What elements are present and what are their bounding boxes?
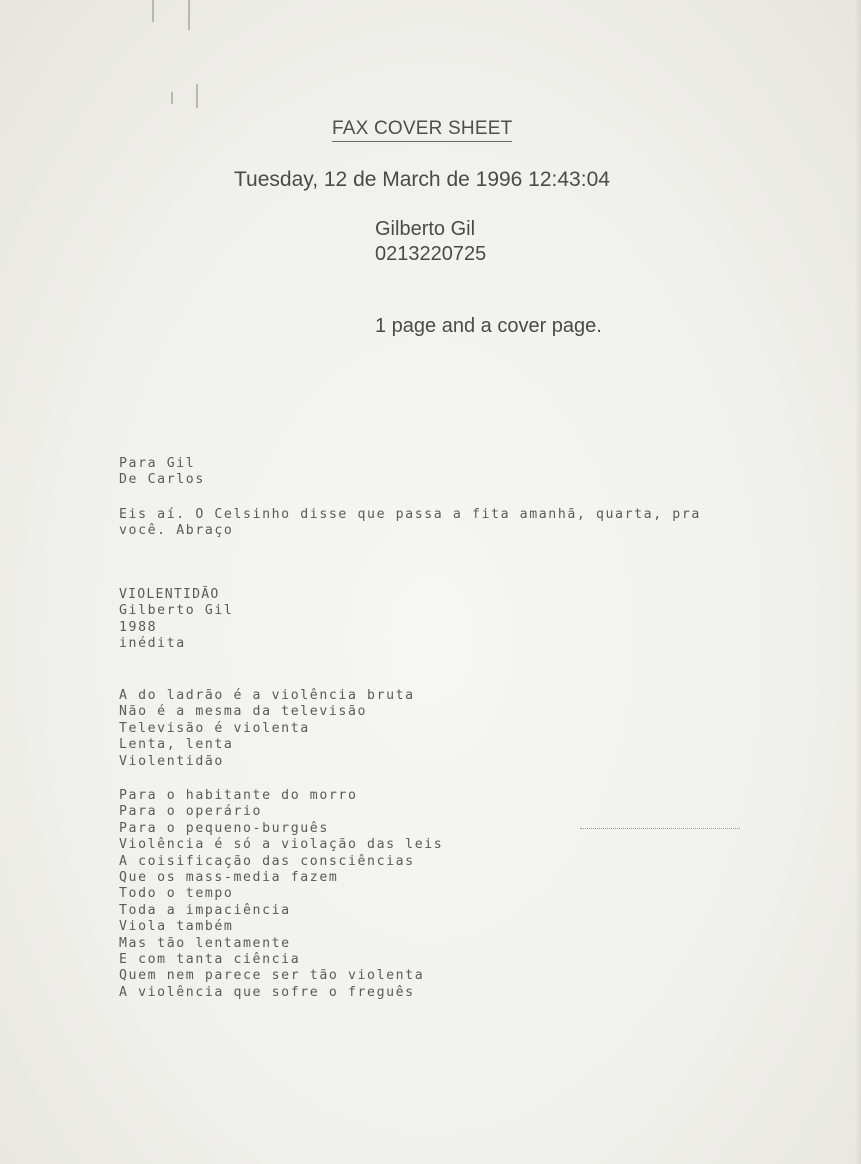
- lyric-line: Mas tão lentamente: [119, 935, 291, 951]
- song-stanza-2: [119, 788, 443, 1001]
- lyric-line: Televisão é violenta: [119, 720, 310, 736]
- scan-mark: [196, 84, 198, 108]
- lyric-line: Violência é só a violação das leis: [119, 837, 444, 853]
- scan-mark: [171, 92, 173, 104]
- song-stanza-1: [119, 688, 415, 770]
- message-line: Eis aí. O Celsinho disse que passa a fita amanhã, quarta, pra: [119, 507, 701, 522]
- dotted-scan-line: [580, 828, 740, 829]
- to-value: Gilberto Gil: [375, 218, 476, 240]
- lyric-line: Para o habitante do morro: [119, 788, 358, 803]
- song-status: inédita: [119, 636, 186, 652]
- lyric-line: Viola também: [119, 919, 234, 935]
- fax-cover-title: FAX COVER SHEET: [332, 118, 512, 142]
- lyric-line: Quem nem parece ser tão violenta: [119, 968, 425, 984]
- song-author: Gilberto Gil: [119, 603, 234, 619]
- lyric-line: Violentidão: [119, 753, 224, 769]
- lyric-line: Toda a impaciência: [119, 902, 291, 918]
- lyric-line: Todo o tempo: [119, 886, 234, 902]
- lyric-line: Para o operário: [119, 804, 263, 820]
- lyric-line: A do ladrão é a violência bruta: [119, 688, 415, 703]
- fax-datetime: Tuesday, 12 de March de 1996 12:43:04: [234, 168, 610, 191]
- message-line: você. Abraço: [119, 523, 234, 539]
- page-edge-shadow: [855, 0, 861, 1164]
- scan-mark: [152, 0, 154, 22]
- fax-pages-value: 1 page and a cover page.: [375, 315, 602, 337]
- song-year: 1988: [119, 619, 158, 635]
- scan-mark: [188, 0, 190, 30]
- lyric-line: Para o pequeno-burguês: [119, 820, 329, 836]
- lyric-line: Que os mass-media fazem: [119, 869, 339, 885]
- song-title: VIOLENTIDÃO: [119, 587, 220, 602]
- lyric-line: E com tanta ciência: [119, 951, 301, 967]
- greeting-line: Para Gil: [119, 456, 196, 471]
- greeting-line: De Carlos: [119, 472, 205, 488]
- song-header: [119, 587, 233, 653]
- lyric-line: Lenta, lenta: [119, 737, 234, 753]
- message-block: [119, 507, 701, 540]
- lyric-line: Não é a mesma da televisão: [119, 704, 368, 720]
- greeting-block: [119, 456, 205, 489]
- lyric-line: A coisificação das consciências: [119, 853, 415, 869]
- fax-number-value: 0213220725: [375, 243, 487, 265]
- lyric-line: A violência que sofre o freguês: [119, 984, 415, 1000]
